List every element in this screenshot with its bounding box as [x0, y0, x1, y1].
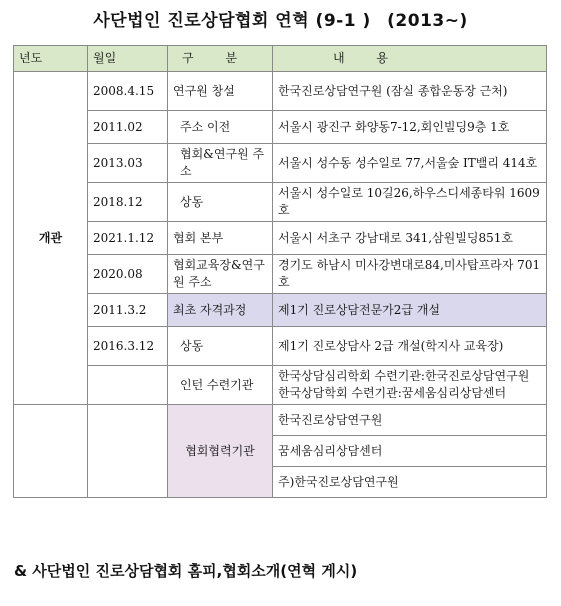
row-category: 최초 자격과정: [168, 294, 273, 327]
row-content: 서울시 서초구 강남대로 341,삼원빌딩851호: [273, 222, 547, 255]
row-date: 2021.1.12: [88, 222, 168, 255]
row-content: 한국진로상담연구원 (잠실 종합운동장 근처): [273, 72, 547, 111]
header-year: 년도: [14, 46, 88, 72]
title-range: (2013~): [387, 11, 468, 31]
partner-row: [14, 405, 547, 498]
footer-note: & 사단법인 진로상담협회 홈피,협회소개(연혁 게시): [14, 562, 358, 580]
row-category: 협회&연구원 주소: [168, 144, 273, 183]
row-date: 2011.3.2: [88, 294, 168, 327]
partner-item: 주)한국진로상담연구원: [278, 475, 399, 489]
page-title: [0, 6, 561, 31]
row-category: 협회 본부: [168, 222, 273, 255]
table-row: [14, 366, 547, 405]
table-row: [14, 183, 547, 222]
table-row: [14, 111, 547, 144]
row-category: 연구원 창설: [168, 72, 273, 111]
row-date: 2016.3.12: [88, 327, 168, 366]
content-line: 한국상담심리학회 수련기관:한국진로상담연구원: [278, 369, 530, 383]
header-row: [14, 46, 547, 72]
row-content: 서울시 광진구 화양동7-12,회인빌딩9층 1호: [273, 111, 547, 144]
row-category: 인턴 수련기관: [168, 366, 273, 405]
header-content: 내 용: [273, 46, 547, 72]
row-category: 주소 이전: [168, 111, 273, 144]
row-content: [273, 366, 547, 405]
row-date: 2020.08: [88, 255, 168, 294]
table-row: [14, 255, 547, 294]
content-line: 한국상담학회 수련기관:꿈세움심리상담센터: [278, 386, 507, 400]
table-row: [14, 144, 547, 183]
row-date: 2013.03: [88, 144, 168, 183]
table-row: [14, 72, 547, 111]
row-content: 제1기 진로상담사 2급 개설(학지사 교육장): [273, 327, 547, 366]
year-label: 개관: [14, 72, 88, 405]
row-category: 상동: [168, 327, 273, 366]
table-row: [14, 327, 547, 366]
row-category: 협회교육장&연구원 주소: [168, 255, 273, 294]
title-main: 사단법인 진로상담협회 연혁 (9-1 ): [93, 11, 371, 31]
partner-item: 꿈세움심리상담센터: [273, 436, 546, 467]
row-category: 상동: [168, 183, 273, 222]
row-date: 2018.12: [88, 183, 168, 222]
row-date: 2011.02: [88, 111, 168, 144]
table-row: [14, 222, 547, 255]
year-empty-cell: [14, 405, 88, 498]
row-content: 제1기 진로상담전문가2급 개설: [273, 294, 547, 327]
row-content: 경기도 하남시 미사강변대로84,미사탑프라자 701호: [273, 255, 547, 294]
history-table: [13, 45, 547, 498]
row-date: [88, 366, 168, 405]
date-empty-cell: [88, 405, 168, 498]
partner-list: [273, 405, 547, 498]
row-content: 서울시 성수일로 10길26,하우스디세종타워 1609호: [273, 183, 547, 222]
table-row: [14, 294, 547, 327]
row-date: 2008.4.15: [88, 72, 168, 111]
partner-label: 협회협력기관: [168, 405, 273, 498]
header-category: 구 분: [168, 46, 273, 72]
header-month: 월일: [88, 46, 168, 72]
row-content: 서울시 성수동 성수일로 77,서울숲 IT밸리 414호: [273, 144, 547, 183]
partner-item: 한국진로상담연구원: [273, 405, 546, 436]
